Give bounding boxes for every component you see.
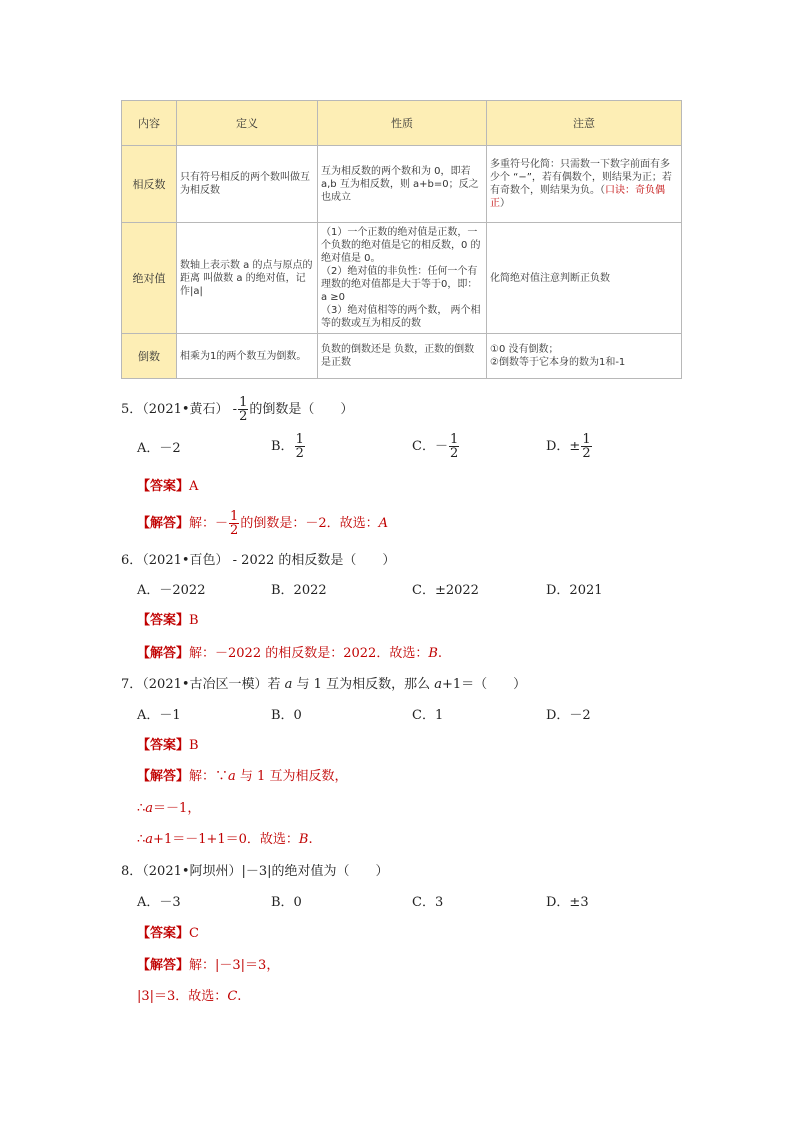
question-5-solution: 【解答】解：－ $\frac{1}{2}$ 的倒数是：－2．故选：A (137, 509, 388, 538)
question-7-solution-line-3: ∴a+1＝－1+1＝0．故选：B. (137, 832, 313, 847)
table-row (122, 146, 682, 223)
question-8-option-c: C．3 (412, 895, 444, 910)
question-6-option-d: D．2021 (546, 583, 603, 598)
reciprocal-definition: 相乘为1的两个数互为倒数。 (177, 334, 318, 379)
question-7-option-b: B．0 (271, 708, 302, 723)
question-5-option-a: A．－2 (137, 441, 181, 456)
header-definition: 定义 (177, 101, 318, 146)
row-name-absolute: 绝对值 (122, 223, 177, 334)
absolute-definition: 数轴上表示数 a 的点与原点的距离 叫做数 a 的绝对值，记作|a| (177, 223, 318, 334)
absolute-note: 化简绝对值注意判断正负数 (487, 223, 682, 334)
row-name-opposite: 相反数 (122, 146, 177, 223)
fraction: $\frac{1}{2}$ (239, 395, 248, 424)
question-8-option-b: B．0 (271, 895, 302, 910)
question-8-option-a: A．－3 (137, 895, 181, 910)
question-7-solution-line-2: ∴a＝－1， (137, 801, 201, 816)
question-8-answer: 【答案】C (137, 926, 199, 941)
absolute-property: （1）一个正数的绝对值是正数，一个负数的绝对值是它的相反数，0 的绝对值是 0。 （2）绝对值的非负性：任何一个有理数的绝对值都是大于等于0，即： a ≥0 （3）绝对值相等的两个数， 两个相等的数或互为相反的数 (318, 223, 487, 334)
row-name-reciprocal: 倒数 (122, 334, 177, 379)
question-8-solution-line-2: |3|＝3．故选：C. (137, 989, 242, 1004)
table-row (122, 334, 682, 379)
table-header-row (122, 101, 682, 146)
question-7-solution-line-1: 【解答】解：∵a 与 1 互为相反数， (137, 769, 348, 784)
question-7-stem: 7．（2021•古冶区一模）若 a 与 1 互为相反数，那么 a+1＝（ ） (121, 677, 527, 692)
question-8-option-d: D．±3 (546, 895, 589, 910)
question-6-option-b: B．2022 (271, 583, 327, 598)
question-6-stem: 6．（2021•百色） - 2022 的相反数是（ ） (121, 553, 396, 568)
opposite-property: 互为相反数的两个数和为 0，即若a,b 互为相反数，则 a+b=0；反之也成立 (318, 146, 487, 223)
mnemonic-text: 口诀：奇负偶正 (490, 185, 665, 209)
question-5-stem: 5．（2021•黄石） - $\frac{1}{2}$ 的倒数是（ ） (121, 395, 354, 424)
table-row (122, 223, 682, 334)
opposite-note: 多重符号化简：只需数一下数字前面有多少个 “−”，若有偶数个，则结果为正；若有奇数个，则结果为负。（口诀：奇负偶正） (487, 146, 682, 223)
opposite-definition: 只有符号相反的两个数叫做互为相反数 (177, 146, 318, 223)
question-7-answer: 【答案】B (137, 738, 199, 753)
question-8-solution-line-1: 【解答】解：|－3|＝3， (137, 958, 280, 973)
header-content: 内容 (122, 101, 177, 146)
question-7-option-a: A．－1 (137, 708, 181, 723)
header-note: 注意 (487, 101, 682, 146)
question-5-option-b: B． $\frac{1}{2}$ (271, 432, 304, 461)
reciprocal-property: 负数的倒数还是 负数，正数的倒数是正数 (318, 334, 487, 379)
question-8-stem: 8．（2021•阿坝州）|－3|的绝对值为（ ） (121, 864, 389, 879)
question-7-option-d: D．－2 (546, 708, 591, 723)
question-6-answer: 【答案】B (137, 613, 199, 628)
question-5-option-d: D．± $\frac{1}{2}$ (546, 432, 591, 461)
question-6-option-c: C．±2022 (412, 583, 479, 598)
question-6-solution: 【解答】解：－2022 的相反数是：2022．故选：B. (137, 646, 443, 661)
question-7-option-c: C．1 (412, 708, 444, 723)
concept-summary-table (121, 100, 682, 379)
reciprocal-note: ①0 没有倒数； ②倒数等于它本身的数为1和-1 (487, 334, 682, 379)
question-6-option-a: A．－2022 (137, 583, 206, 598)
header-property: 性质 (318, 101, 487, 146)
question-5-answer: 【答案】A (137, 479, 199, 494)
question-5-option-c: C．－ $\frac{1}{2}$ (412, 432, 459, 461)
